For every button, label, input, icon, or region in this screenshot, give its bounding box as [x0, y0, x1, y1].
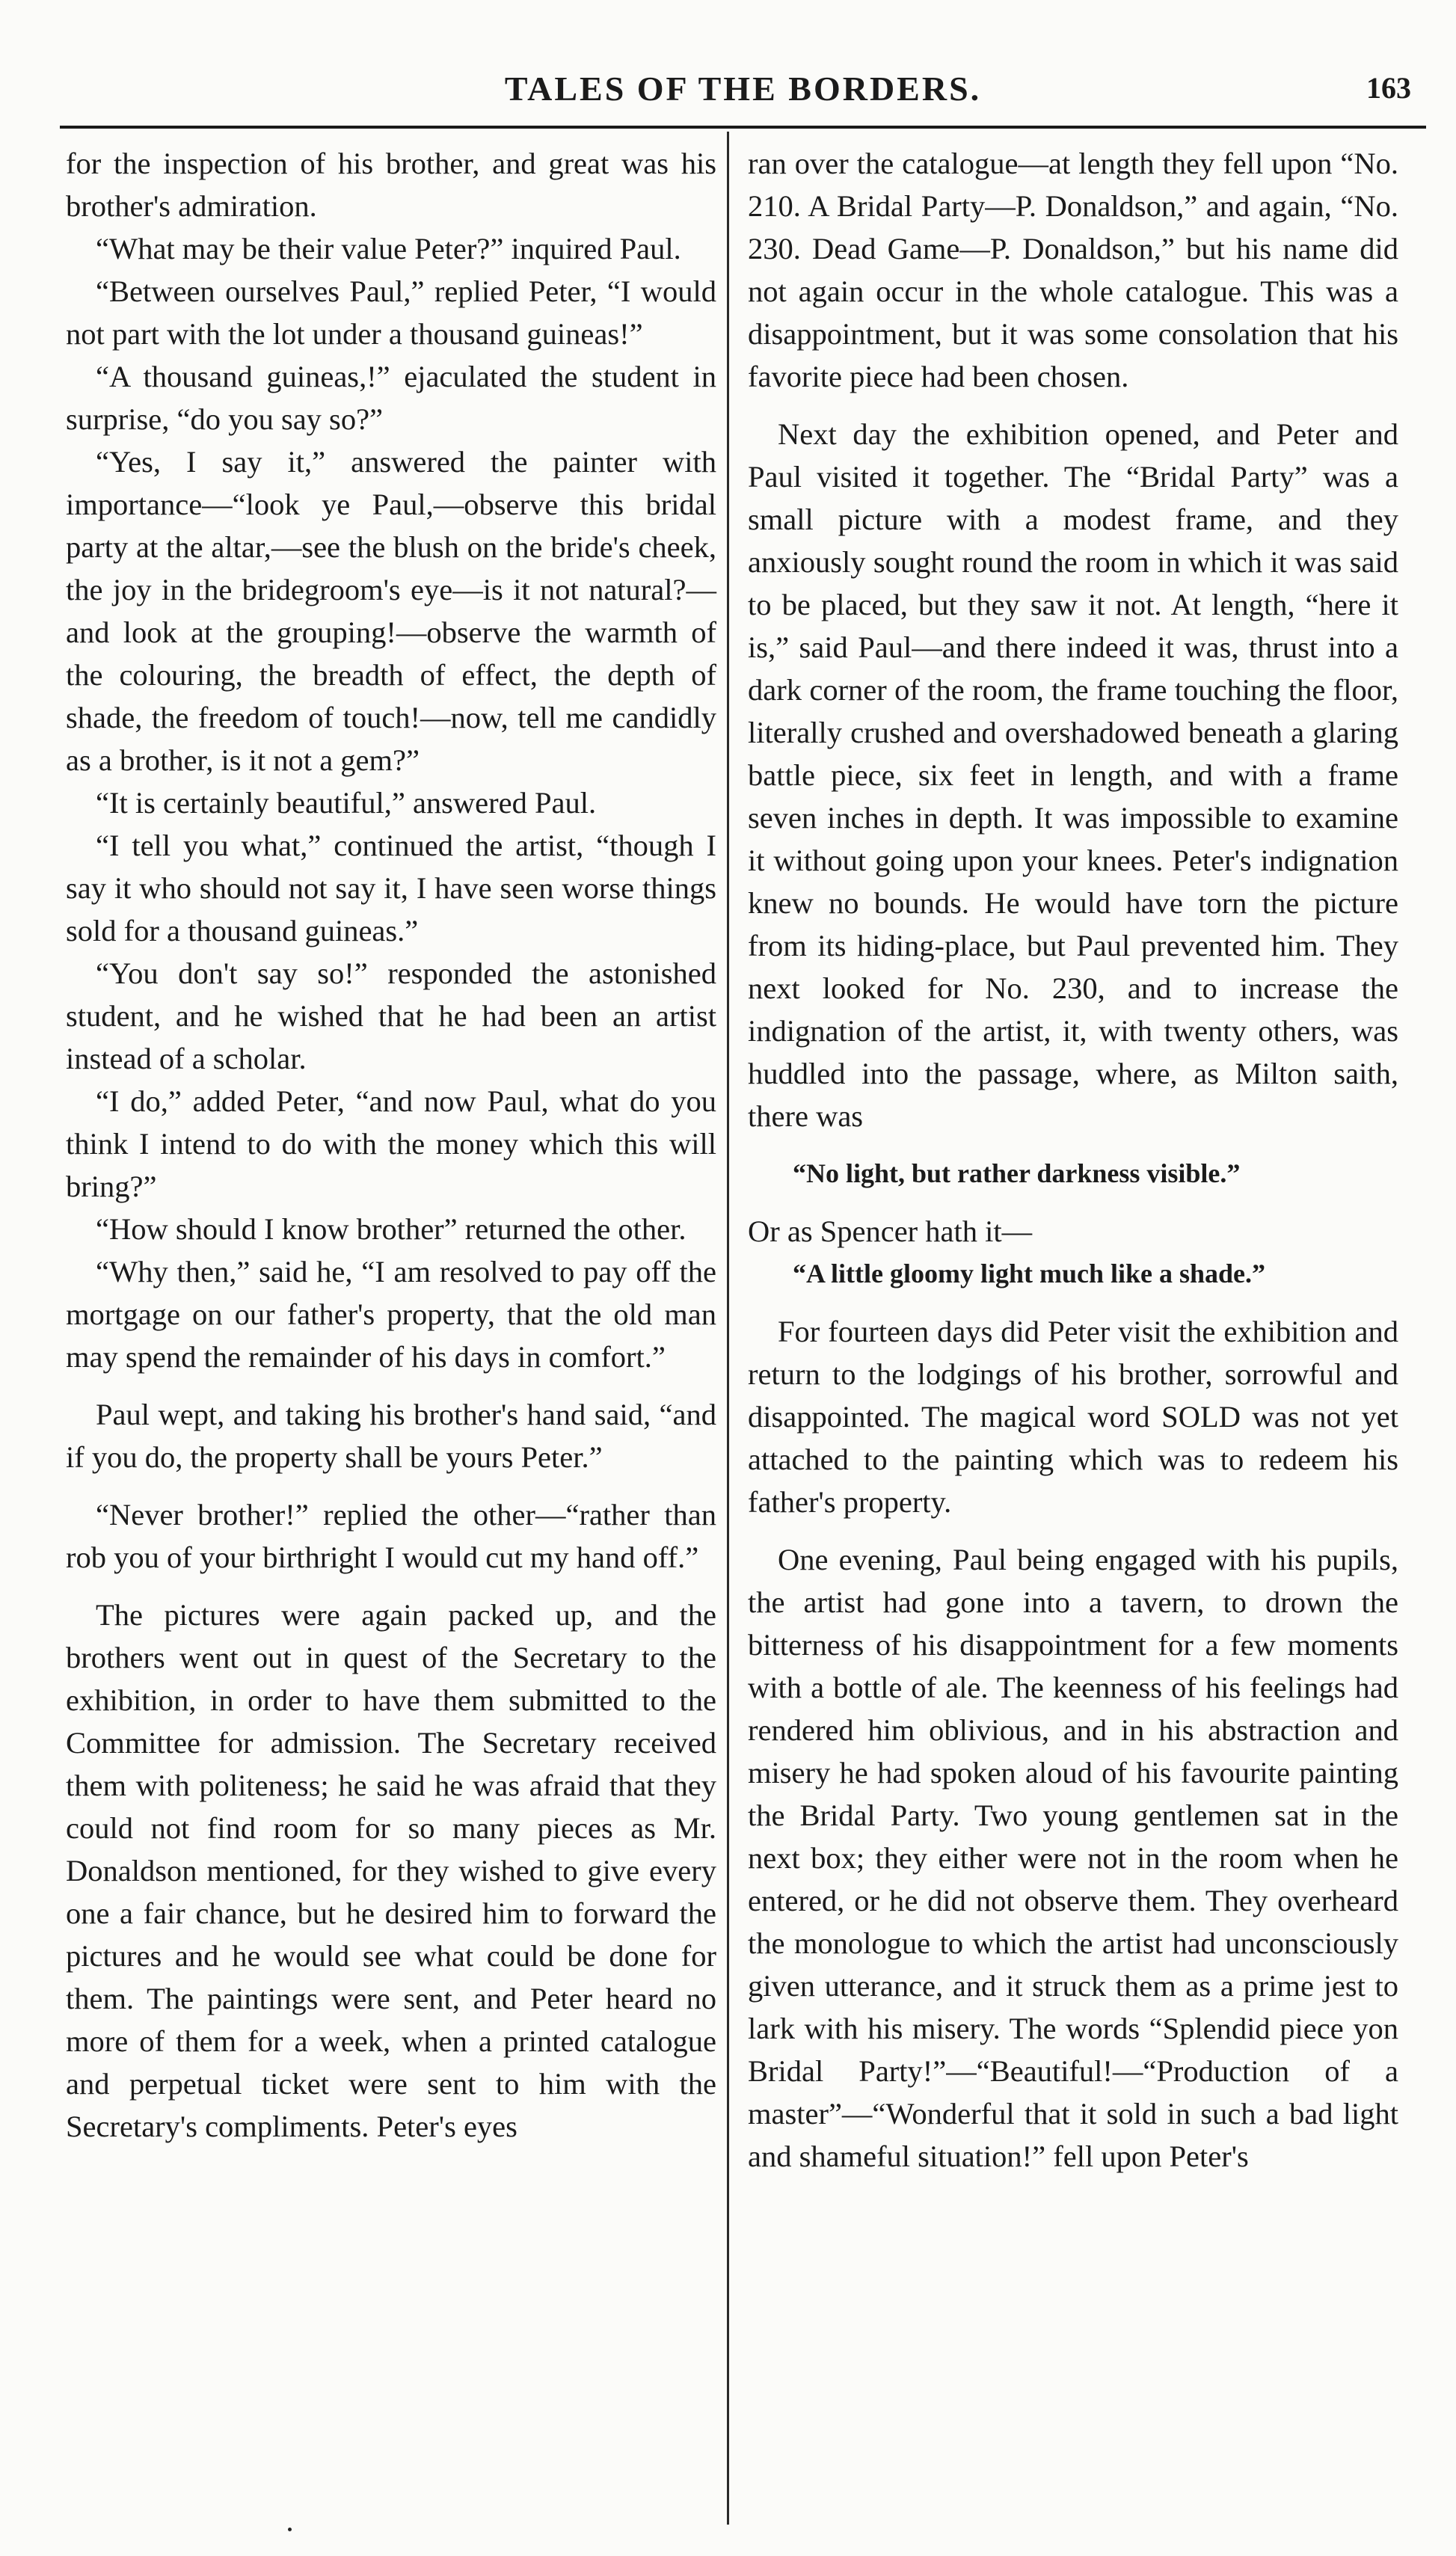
print-speck — [288, 2528, 292, 2531]
paragraph: “Between ourselves Paul,” replied Peter, “I would not part with the lot under a thousand guineas!” — [66, 274, 716, 351]
paragraph: One evening, Paul being engaged with his pupils, the artist had gone into a tavern, to drown the bitterness of his disappointment for a few moments with a bottle of ale. The keenness of his feelings had rendered him oblivious, and in his abstraction and misery he had spoken aloud of his favourite painting the Bridal Party. Two young gentlemen sat in the next box; they either were not in the room when he entered, or he did not observe them. They overheard the monologue to which the artist had unconsciously given utterance, and it struck them as a prime jest to lark with his misery. The words “Splendid piece yon Bridal Party!”—“Beautiful!—“Production of a master”—“Wonderful that it sold in such a bad light and shameful situation!” fell upon Peter's — [748, 1543, 1398, 2173]
paragraph: Next day the exhibition opened, and Peter and Paul visited it together. The “Bridal Party” was a small picture with a modest frame, and they anxiously sought round the room in which it was said to be placed, but they saw it not. At length, “here it is,” said Paul—and there indeed it was, thrust into a dark corner of the room, the frame touching the floor, literally crushed and overshadowed beneath a glaring battle piece, six feet in length, and with a frame seven inches in depth. It was impossible to examine it without going upon your knees. Peter's indignation knew no bounds. He would have torn the picture from its hiding-place, but Paul prevented him. They next looked for No. 230, and to increase the indignation of the artist, it, with twenty others, was huddled into the passage, where, as Milton saith, there was — [748, 417, 1398, 1133]
paragraph: Paul wept, and taking his brother's hand said, “and if you do, the property shall be yours Peter.” — [66, 1398, 716, 1474]
verse-quote: “No light, but rather darkness visible.” — [793, 1158, 1241, 1188]
column-divider — [727, 132, 729, 2525]
paragraph: “Never brother!” replied the other—“rather than rob you of your birthright I would cut my hand off.” — [66, 1498, 716, 1574]
page-number: 163 — [1366, 71, 1411, 105]
verse-quote: “A little gloomy light much like a shade.” — [793, 1259, 1266, 1288]
paragraph: “Why then,” said he, “I am resolved to pay off the mortgage on our father's property, that the old man may spend the remainder of his days in comfort.” — [66, 1255, 716, 1374]
paragraph: “I tell you what,” continued the artist, “though I say it who should not say it, I have seen worse things sold for a thousand guineas.” — [66, 829, 716, 947]
paragraph: “What may be their value Peter?” inquired Paul. — [96, 232, 681, 265]
paragraph: “A thousand guineas,!” ejaculated the student in surprise, “do you say so?” — [66, 360, 716, 436]
paragraph: ran over the catalogue—at length they fell upon “No. 210. A Bridal Party—P. Donaldson,” and again, “No. 230. Dead Game—P. Donaldson,” but his name did not again occur in the whole catalogue. This was a disappointment, but it was some consolation that his favorite piece had been chosen. — [748, 147, 1398, 393]
paragraph: “You don't say so!” responded the astonished student, and he wished that he had been an artist instead of a scholar. — [66, 956, 716, 1075]
left-column — [66, 142, 716, 2148]
paragraph: “Yes, I say it,” answered the painter with importance—“look ye Paul,—observe this bridal party at the altar,—see the blush on the bride's cheek, the joy in the bridegroom's eye—is it not natural?—and look at the grouping!—observe the warmth of the colouring, the breadth of effect, the depth of shade, the freedom of touch!—now, tell me candidly as a brother, is it not a gem?” — [66, 445, 716, 777]
paragraph: “It is certainly beautiful,” answered Paul. — [96, 786, 597, 820]
paragraph: The pictures were again packed up, and the brothers went out in quest of the Secretary to the exhibition, in order to have them submitted to the Committee for admission. The Secretary received them with politeness; he said he was afraid that they could not find room for so many pieces as Mr. Donaldson mentioned, for they wished to give every one a fair chance, but he desired him to forward the pictures and he would see what could be done for them. The paintings were sent, and Peter heard no more of them for a week, when a printed catalogue and perpetual ticket were sent to him with the Secretary's compliments. Peter's eyes — [66, 1598, 716, 2143]
paragraph: for the inspection of his brother, and great was his brother's admiration. — [66, 147, 716, 223]
page-header — [60, 60, 1426, 120]
header-rule — [60, 126, 1426, 129]
right-column — [748, 142, 1398, 2178]
paragraph: “How should I know brother” returned the other. — [96, 1212, 686, 1246]
paragraph: Or as Spencer hath it— — [748, 1214, 1033, 1248]
running-title: TALES OF THE BORDERS. — [504, 70, 982, 108]
paragraph: “I do,” added Peter, “and now Paul, what do you think I intend to do with the money which this will bring?” — [66, 1084, 716, 1203]
paragraph: For fourteen days did Peter visit the exhibition and return to the lodgings of his brother, sorrowful and disappointed. The magical word SOLD was not yet attached to the painting which was to redeem his father's property. — [748, 1315, 1398, 1519]
